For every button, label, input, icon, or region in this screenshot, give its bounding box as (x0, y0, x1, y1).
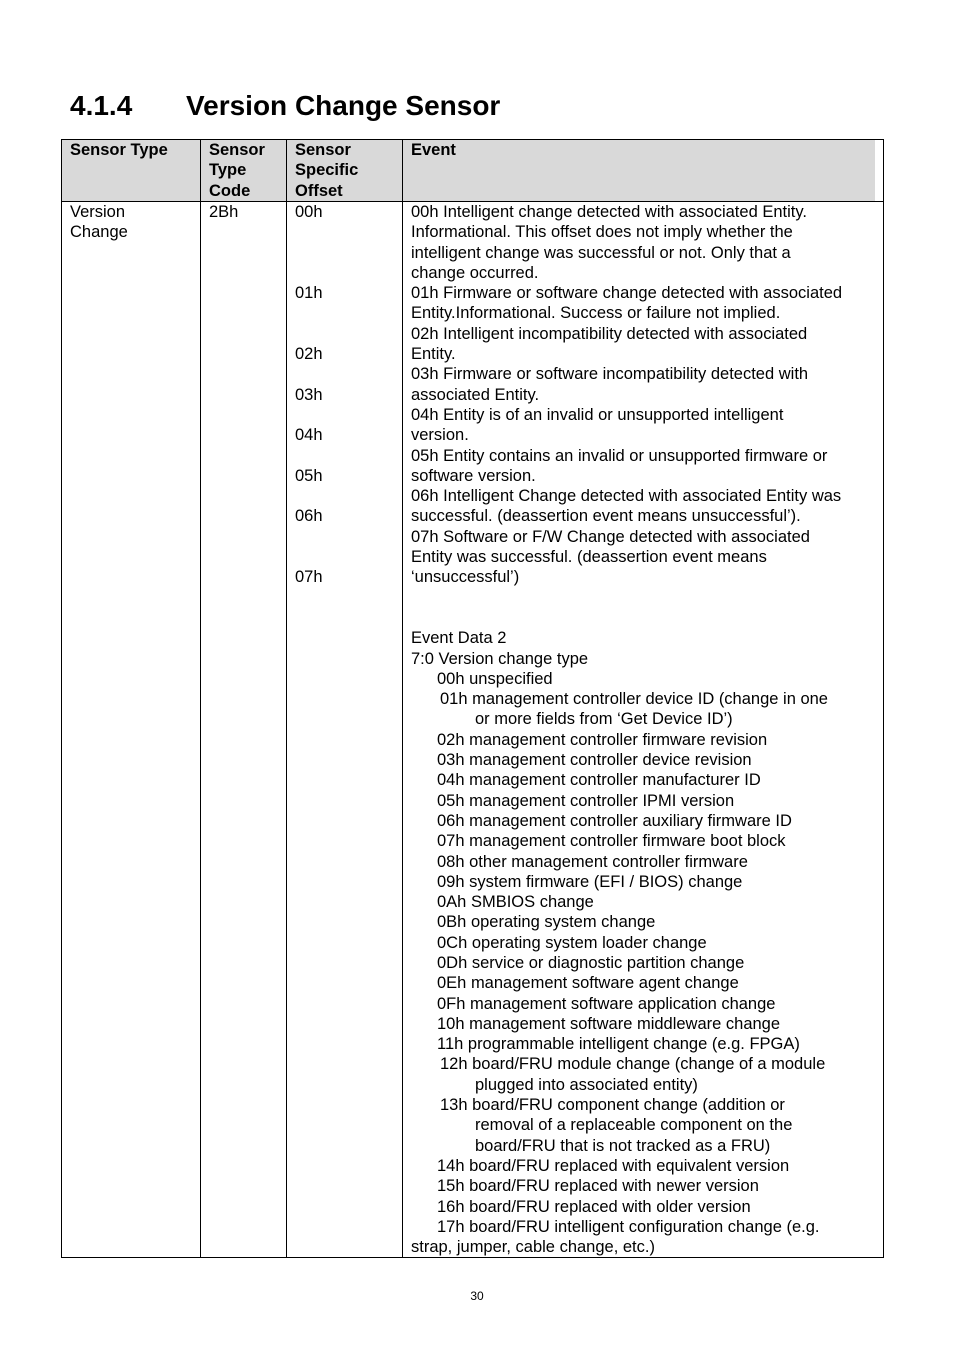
event-line: 03h Firmware or software incompatibility detected with (411, 365, 809, 384)
event-line (411, 588, 879, 608)
line-item: Code (209, 181, 251, 200)
line-item: 03h (295, 385, 323, 404)
cell-offsets (287, 202, 403, 1258)
line-item (295, 243, 402, 263)
event-line: 16h board/FRU replaced with older version (437, 1197, 751, 1216)
event-line: 02h management controller firmware revision (437, 730, 768, 749)
line-item: 01h (295, 284, 323, 303)
event-line: 06h Intelligent Change detected with associated Entity was (411, 487, 842, 506)
event-line: 17h board/FRU intelligent configuration change (e.g. (437, 1217, 820, 1236)
line-item (295, 486, 402, 506)
event-line: 08h other management controller firmware (437, 852, 748, 871)
event-line: 05h Entity contains an invalid or unsupported firmware or (411, 446, 828, 465)
cell-type-code (201, 202, 287, 1258)
line-item: 00h (295, 203, 323, 221)
line-item: Sensor (209, 141, 265, 159)
event-line: Entity. (411, 345, 456, 364)
event-line: 14h board/FRU replaced with equivalent version (437, 1156, 790, 1175)
event-line: Entity.Informational. Success or failure not implied. (411, 304, 781, 323)
table-header-row (62, 140, 884, 202)
cell-event (403, 202, 884, 1258)
cell-sensor-type (62, 202, 201, 1258)
page-number: 30 (470, 1289, 484, 1303)
section-heading (70, 86, 500, 126)
type-code-value: 2Bh (209, 203, 239, 221)
event-line: 00h unspecified (437, 669, 553, 688)
event-line: strap, jumper, cable change, etc.) (411, 1238, 655, 1257)
table-row (62, 202, 884, 1258)
event-line: Event Data 2 (411, 629, 507, 648)
event-line: 0Eh management software agent change (437, 974, 739, 993)
event-line: software version. (411, 466, 536, 485)
event-line: 05h management controller IPMI version (437, 791, 735, 810)
line-item (295, 324, 402, 344)
event-line: 11h programmable intelligent change (e.g. FPGA) (437, 1035, 800, 1054)
line-item: Change (70, 223, 128, 242)
line-item (295, 547, 402, 567)
header-type-code (201, 140, 287, 202)
line-item: Event (411, 141, 456, 159)
event-line: 7:0 Version change type (411, 649, 589, 668)
event-line: 07h management controller firmware boot block (437, 832, 786, 851)
event-line: or more fields from ‘Get Device ID’) (475, 710, 733, 729)
event-line: associated Entity. (411, 385, 540, 404)
event-line: 06h management controller auxiliary firmware ID (437, 811, 792, 830)
line-item: Sensor Type (70, 141, 168, 159)
event-line: 13h board/FRU component change (addition or (440, 1096, 785, 1115)
line-item: 04h (295, 426, 323, 445)
header-sensor-type (62, 140, 201, 202)
event-line: 02h Intelligent incompatibility detected with associated (411, 324, 808, 343)
line-item: 07h (295, 568, 323, 587)
event-line: 00h Intelligent change detected with associated Entity. (411, 203, 807, 221)
event-line: 0Ah SMBIOS change (437, 893, 594, 912)
event-line (411, 608, 879, 628)
event-line: 12h board/FRU module change (change of a module (440, 1055, 826, 1074)
event-line: successful. (deassertion event means unsuccessful’). (411, 507, 801, 526)
event-line: intelligent change was successful or not. Only that a (411, 243, 791, 262)
event-line: Entity was successful. (deassertion event means (411, 548, 767, 567)
event-line: Informational. This offset does not imply whether the (411, 223, 793, 242)
line-item: 05h (295, 466, 323, 485)
header-offset (287, 140, 403, 202)
sensor-table (61, 139, 884, 1258)
line-item (295, 222, 402, 242)
event-line: 07h Software or F/W Change detected with associated (411, 527, 810, 546)
header-offset-lines (295, 140, 402, 201)
line-item (295, 263, 402, 283)
event-line: 09h system firmware (EFI / BIOS) change (437, 872, 743, 891)
line-item (295, 303, 402, 323)
event-line: ‘unsuccessful’) (411, 568, 520, 587)
event-line: removal of a replaceable component on the (475, 1116, 793, 1135)
event-line: change occurred. (411, 263, 539, 282)
line-item: Version (70, 203, 126, 221)
line-item (295, 364, 402, 384)
offset-list (295, 202, 402, 588)
header-sensor-type-lines (70, 140, 200, 160)
event-line: 03h management controller device revision (437, 751, 752, 770)
event-line: 0Bh operating system change (437, 913, 656, 932)
header-event-lines (411, 140, 883, 160)
section-number: 4.1.4 (70, 90, 133, 121)
line-item (295, 405, 402, 425)
event-line: 15h board/FRU replaced with newer version (437, 1177, 759, 1196)
sensor-type-lines (70, 202, 200, 243)
line-item: Type (209, 161, 247, 180)
line-item (295, 527, 402, 547)
line-item: 02h (295, 345, 323, 364)
line-item: 06h (295, 507, 323, 526)
event-line: version. (411, 426, 469, 445)
event-line: 10h management software middleware change (437, 1014, 781, 1033)
event-line: 0Dh service or diagnostic partition change (437, 953, 745, 972)
event-line: 0Fh management software application change (437, 994, 776, 1013)
event-line: 04h management controller manufacturer ID (437, 771, 761, 790)
event-line: 04h Entity is of an invalid or unsupported intelligent (411, 405, 784, 424)
event-line: board/FRU that is not tracked as a FRU) (475, 1136, 771, 1155)
line-item: Offset (295, 181, 343, 200)
line-item (295, 446, 402, 466)
section-title: Version Change Sensor (186, 90, 501, 121)
line-item: Sensor (295, 141, 351, 159)
line-item: Specific (295, 161, 359, 180)
header-event (403, 140, 884, 202)
event-description (411, 202, 879, 1257)
header-type-code-lines (209, 140, 286, 201)
event-line: 01h management controller device ID (change in one (440, 690, 828, 709)
event-line: 0Ch operating system loader change (437, 933, 707, 952)
event-line: plugged into associated entity) (475, 1075, 698, 1094)
event-line: 01h Firmware or software change detected with associated (411, 284, 843, 303)
